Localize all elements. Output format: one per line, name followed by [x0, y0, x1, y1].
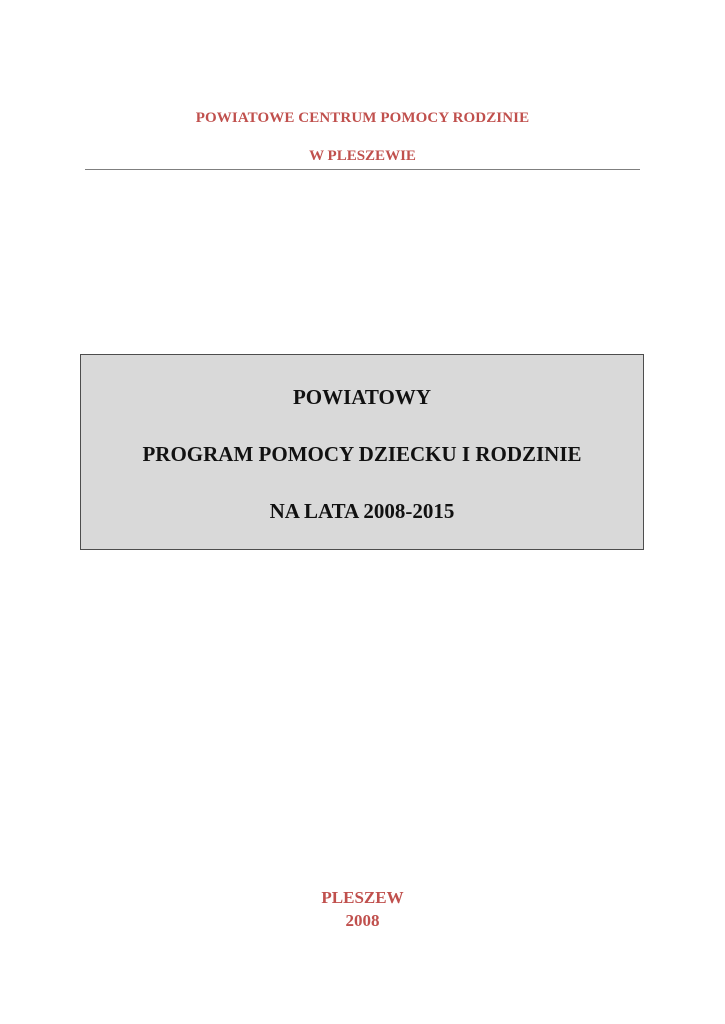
- footer-city: PLESZEW: [321, 888, 404, 907]
- title-line-3: NA LATA 2008-2015: [269, 499, 455, 523]
- title-box: [80, 354, 644, 550]
- header-institution-name: POWIATOWE CENTRUM POMOCY RODZINIE: [195, 110, 530, 126]
- title-line-1: POWIATOWY: [292, 385, 432, 409]
- header-divider: [85, 169, 640, 170]
- header-institution-location: W PLESZEWIE: [309, 148, 416, 164]
- title-line-2: PROGRAM POMOCY DZIECKU I RODZINIE: [142, 442, 582, 466]
- footer-year: 2008: [345, 911, 380, 930]
